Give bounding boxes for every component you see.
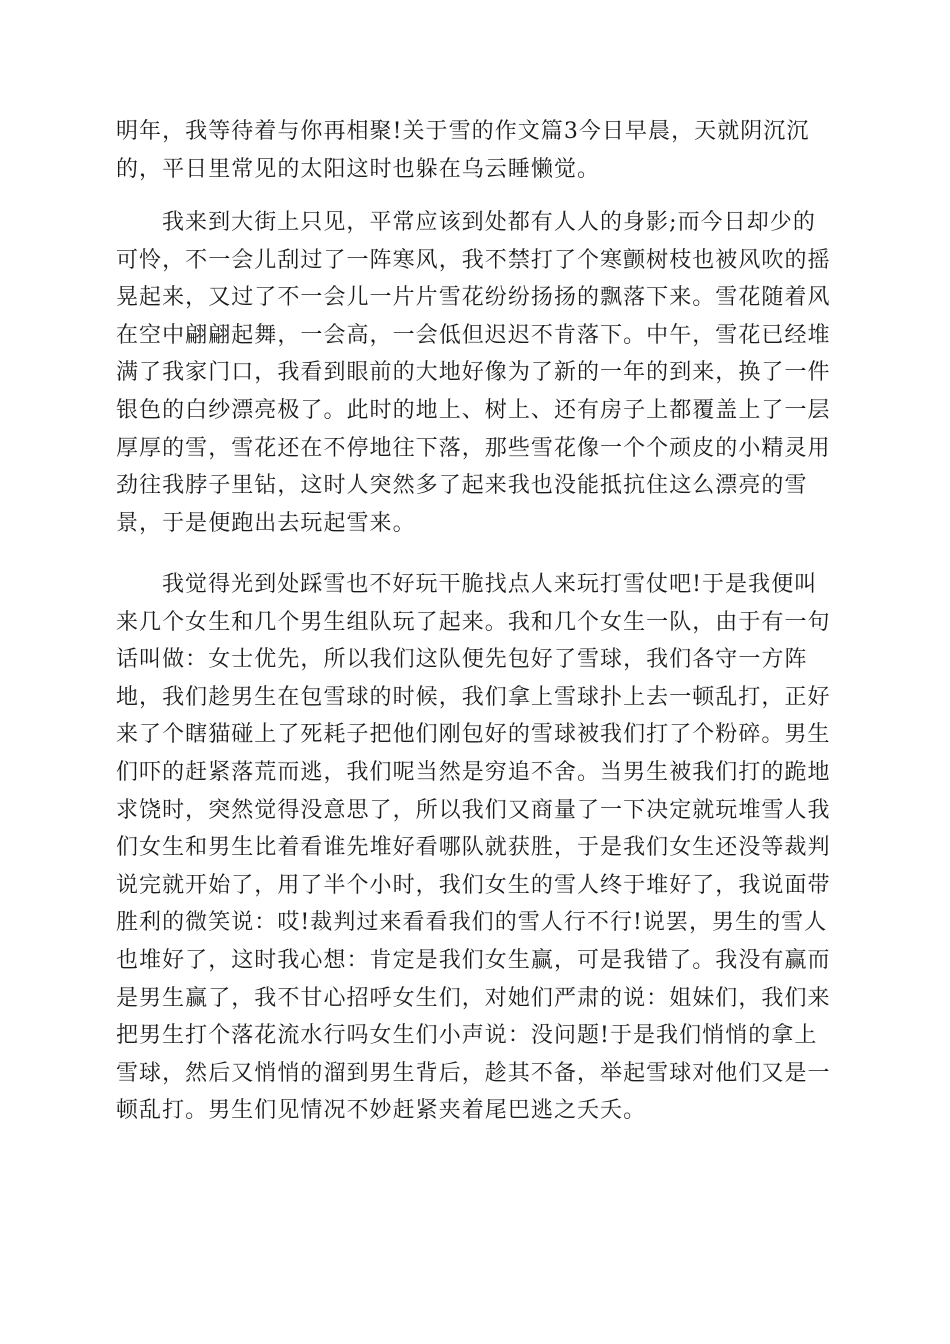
paragraph-2: 我来到大街上只见，平常应该到处都有人人的身影;而今日却少的可怜，不一会儿刮过了一阵寒风，我不禁打了个寒颤树枝也被风吹的摇晃起来，又过了不一会儿一片片雪花纷纷扬扬的飘落下来。雪花随着风在空中翩翩起舞，一会高，一会低但迟迟不肯落下。中午，雪花已经堆满了我家门口，我看到眼前的大地好像为了新的一年的到来，换了一件银色的白纱漂亮极了。此时的地上、树上、还有房子上都覆盖上了一层厚厚的雪，雪花还在不停地往下落，那些雪花像一个个顽皮的小精灵用劲往我脖子里钻，这时人突然多了起来我也没能抵抗住这么漂亮的雪景，于是便跑出去玩起雪来。	[116, 210, 831, 536]
paragraph-1: 明年，我等待着与你再相聚!关于雪的作文篇3今日早晨，天就阴沉沉的，平日里常见的太阳这时也躲在乌云睡懒觉。	[116, 119, 810, 182]
paragraph-3: 我觉得光到处踩雪也不好玩干脆找点人来玩打雪仗吧!于是我便叫来几个女生和几个男生组队玩了起来。我和几个女生一队，由于有一句话叫做：女士优先，所以我们这队便先包好了雪球，我们各守一方阵地，我们趁男生在包雪球的时候，我们拿上雪球扑上去一顿乱打，正好来了个瞎猫碰上了死耗子把他们刚包好的雪球被我们打了个粉碎。男生们吓的赶紧落荒而逃，我们呢当然是穷追不舍。当男生被我们打的跪地求饶时，突然觉得没意思了，所以我们又商量了一下决定就玩堆雪人我们女生和男生比着看谁先堆好看哪队就获胜，于是我们女生还没等裁判说完就开始了，用了半个小时，我们女生的雪人终于堆好了，我说面带胜利的微笑说：哎!裁判过来看看我们的雪人行不行!说罢，男生的雪人也堆好了，这时我心想：肯定是我们女生赢，可是我错了。我没有赢而是男生赢了，我不甘心招呼女生们，对她们严肃的说：姐妹们，我们来把男生打个落花流水行吗女生们小声说：没问题!于是我们悄悄的拿上雪球，然后又悄悄的溜到男生背后，趁其不备，举起雪球对他们又是一顿乱打。男生们见情况不妙赶紧夹着尾巴逃之夭夭。	[116, 572, 831, 1124]
